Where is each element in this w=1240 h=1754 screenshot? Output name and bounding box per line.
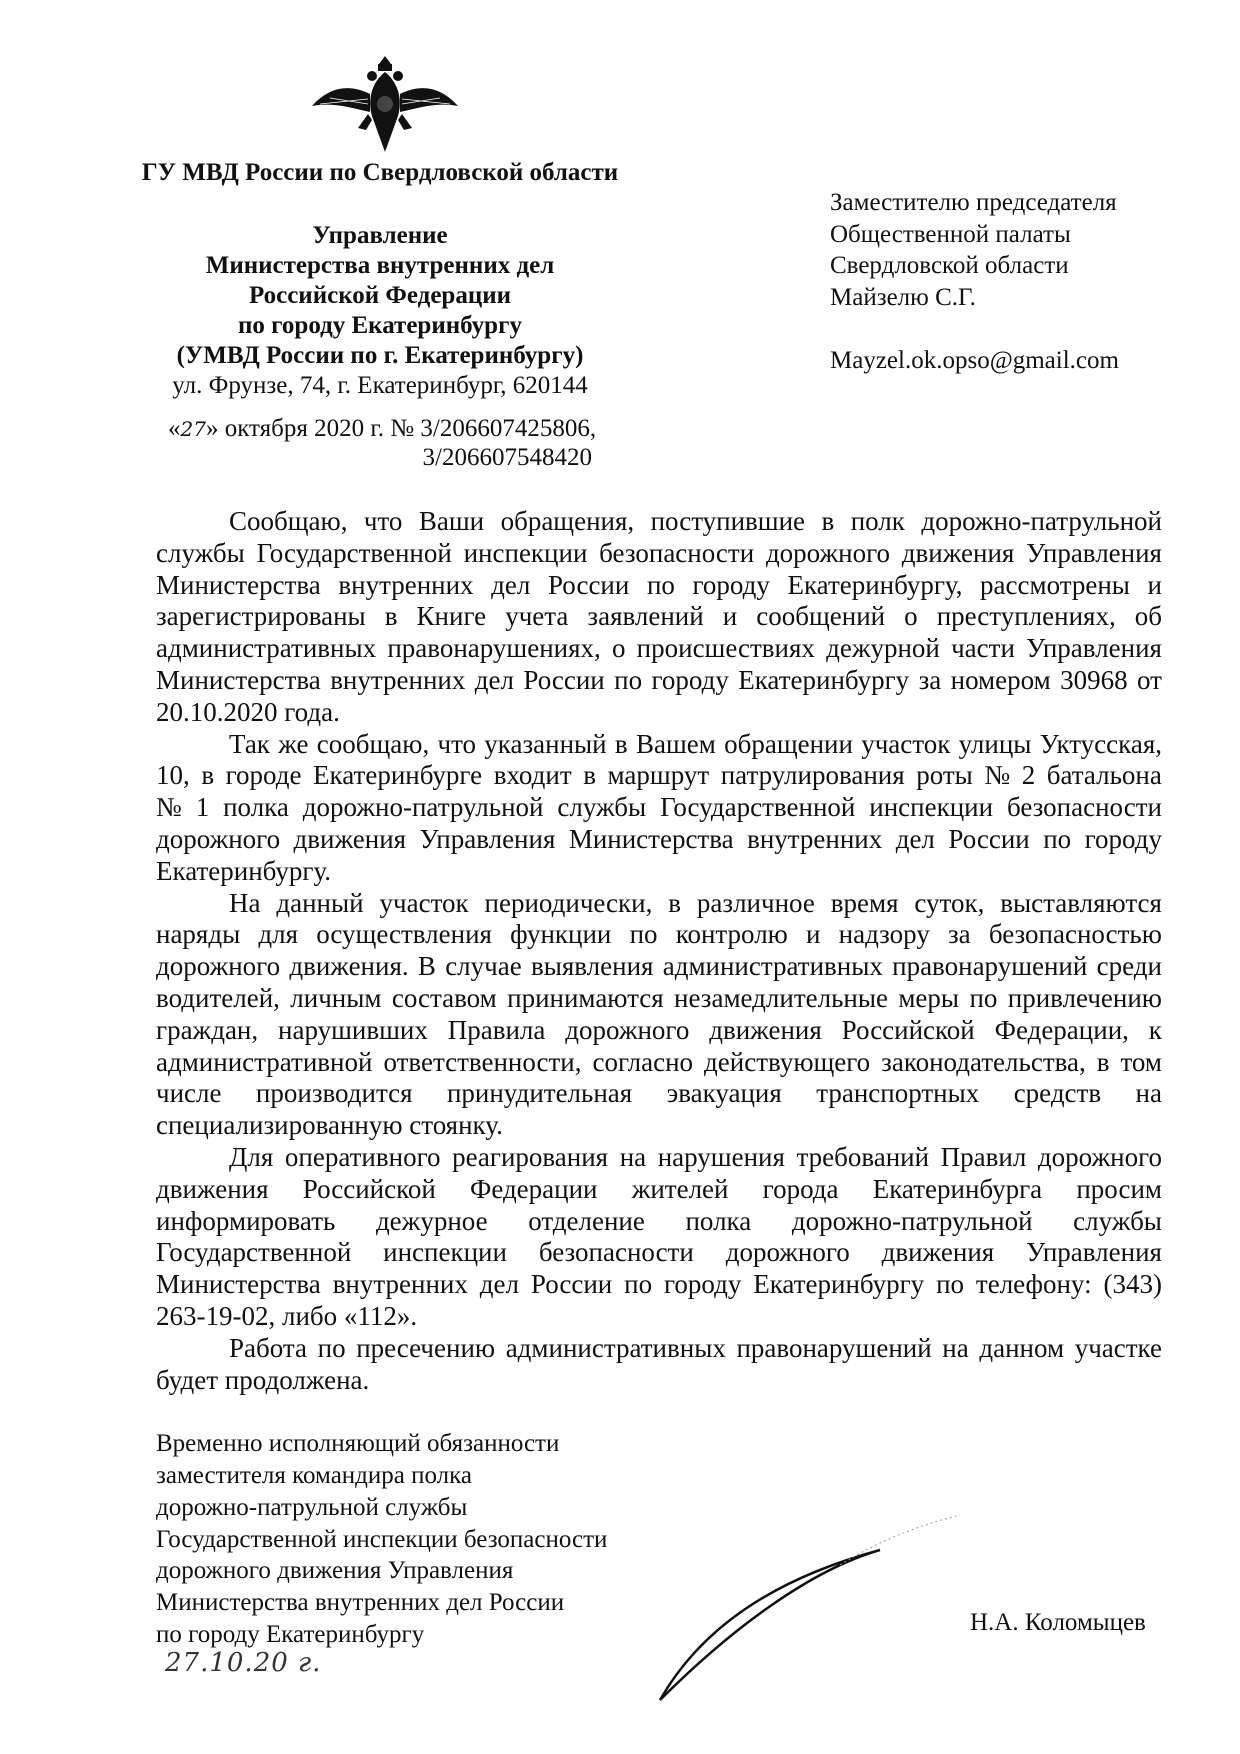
word: информировать: [156, 1205, 336, 1236]
word: ответственности,: [383, 1046, 582, 1077]
word: входит: [493, 760, 572, 791]
word: согласно: [592, 1046, 694, 1077]
word: Государственной: [156, 1237, 352, 1268]
word: дорожно-патрульной: [791, 1205, 1033, 1236]
word: в: [1096, 1046, 1110, 1077]
handwritten-date: 27.10.20 г.: [165, 1648, 322, 1678]
word: России: [530, 1269, 613, 1300]
word: граждан,: [156, 1014, 259, 1045]
word: и: [722, 601, 738, 632]
word: происшествиях: [636, 633, 815, 664]
org-line: Российской Федерации: [248, 282, 512, 309]
quote-open: «: [168, 415, 181, 442]
word: Екатеринбурга: [872, 1173, 1043, 1204]
recipient-block: [830, 187, 1119, 377]
word: что: [437, 728, 477, 759]
word: внутренних: [338, 569, 474, 600]
body-line: [156, 1237, 1162, 1269]
word: составом: [391, 982, 497, 1013]
word: Правила: [447, 1014, 546, 1045]
word: безопасностью: [988, 919, 1162, 950]
word: Управления: [419, 823, 556, 854]
word: Екатеринбургу: [738, 664, 910, 695]
word: №: [156, 792, 182, 823]
word: обращения,: [500, 506, 635, 536]
word: Книге: [416, 601, 487, 632]
word: требований: [796, 1141, 930, 1172]
word: сообщений: [756, 601, 886, 632]
org-line: (УМВД России по г. Екатеринбургу): [176, 342, 584, 369]
word: Для: [229, 1141, 274, 1172]
word: контролю: [675, 919, 788, 950]
word: по: [969, 982, 998, 1013]
word: 30968: [1060, 664, 1128, 695]
word: Ваши: [418, 506, 485, 536]
word: данный: [276, 887, 364, 918]
recipient-line: Заместителю председателя: [830, 189, 1117, 216]
word: городу: [651, 664, 729, 695]
word: реагирования: [452, 1141, 609, 1172]
word: городу: [692, 569, 770, 600]
word: на: [619, 1141, 647, 1172]
word: маршрут: [607, 760, 710, 791]
word: время: [830, 887, 899, 918]
signer-position-line: по городу Екатеринбургу: [156, 1620, 425, 1648]
word: данном: [979, 1332, 1065, 1363]
word: России: [523, 664, 605, 695]
word: дел: [474, 664, 514, 695]
word: Российской: [302, 1173, 436, 1204]
word: по: [936, 1269, 965, 1300]
word: инспекции: [869, 792, 994, 823]
word: Работа: [229, 1332, 307, 1363]
word: Вашем: [635, 728, 716, 759]
date-and-reg-number: [168, 414, 596, 444]
word: принимаются: [507, 982, 664, 1013]
letter-body: [156, 506, 1162, 1651]
org-line: по городу Екатеринбургу: [238, 312, 522, 339]
word: Уктусская,: [1039, 728, 1162, 759]
word: случае: [445, 951, 522, 982]
word: привлечению: [1007, 982, 1162, 1013]
handwritten-day: 27: [180, 417, 206, 441]
word: преступлениях,: [936, 601, 1116, 632]
word: эвакуация: [666, 1078, 782, 1109]
word: и: [806, 919, 821, 950]
body-line: [156, 792, 1162, 824]
body-line: 263-19-02, либо «112».: [156, 1300, 418, 1331]
word: в: [668, 887, 682, 918]
word: дорожного: [765, 537, 891, 568]
word: безопасности: [599, 537, 755, 568]
word: Так: [229, 728, 270, 759]
word: Правил: [940, 1141, 1027, 1172]
word: улицы: [958, 728, 1032, 759]
word: службы: [156, 537, 245, 568]
word: в: [583, 760, 596, 791]
word: России: [948, 823, 1030, 854]
word: движения: [901, 537, 1015, 568]
word: Федерации: [469, 1173, 598, 1204]
word: надзору: [838, 919, 930, 950]
word: поступившие: [650, 506, 806, 536]
word: движения: [709, 1014, 822, 1045]
body-line: [156, 888, 1162, 920]
word: Министерства: [156, 664, 321, 695]
word: нарушения: [657, 1141, 785, 1172]
word: службы: [1073, 1205, 1162, 1236]
word: батальона: [1046, 760, 1162, 791]
word: отделение: [528, 1205, 645, 1236]
word: указанный: [484, 728, 607, 759]
word: 1: [195, 792, 210, 823]
word: дел: [895, 823, 935, 854]
word: о: [904, 601, 918, 632]
word: дорожного: [156, 823, 281, 854]
word: На: [229, 887, 261, 918]
word: личным: [290, 982, 382, 1013]
word: сообщаю,: [316, 728, 430, 759]
word: производится: [255, 1078, 413, 1109]
word: правонарушений: [736, 1332, 932, 1363]
word: по: [624, 1269, 653, 1300]
word: городу: [663, 1269, 742, 1300]
body-line: будет продолжена.: [156, 1364, 370, 1395]
word: к: [1148, 1014, 1162, 1045]
word: Министерства: [568, 823, 734, 854]
word: дежурное: [375, 1205, 488, 1236]
word: дежурной: [826, 633, 940, 664]
body-line: [156, 1078, 1162, 1110]
signer-name: Н.А. Коломыцев: [970, 1609, 1146, 1636]
word: дорожного: [1037, 1141, 1162, 1172]
body-line: [156, 1015, 1162, 1047]
word: о: [611, 633, 626, 664]
word: том: [1120, 1046, 1162, 1077]
word: зарегистрированы: [156, 601, 366, 632]
word: в: [384, 601, 398, 632]
word: части: [951, 633, 1015, 664]
word: на: [942, 1332, 969, 1363]
word: полка: [223, 792, 289, 823]
word: телефону:: [975, 1269, 1092, 1300]
word: по: [646, 569, 675, 600]
word: службы: [557, 792, 647, 823]
handwritten-signature: [640, 1510, 1000, 1710]
word: что: [363, 506, 403, 536]
word: для: [258, 919, 299, 950]
word: Министерства: [156, 1269, 321, 1300]
org-line: Управление: [312, 222, 448, 249]
word: незамедлительные: [674, 982, 888, 1013]
word: движения: [156, 1173, 269, 1204]
body-line: [156, 824, 1162, 856]
body-line: [156, 1174, 1162, 1206]
body-line: [156, 538, 1162, 570]
word: Екатеринбургу,: [787, 569, 963, 600]
signer-position-line: Государственной инспекции безопасности: [156, 1525, 608, 1553]
word: заявлений: [587, 601, 704, 632]
body-line: [156, 665, 1162, 697]
word: водителей,: [156, 982, 280, 1013]
word: обращении: [724, 728, 853, 759]
word: России: [547, 569, 630, 600]
word: и: [1147, 569, 1162, 600]
word: функции: [510, 919, 612, 950]
word: на: [1135, 1078, 1162, 1109]
word: административных: [662, 951, 883, 982]
word: дорожно-патрульной: [921, 506, 1162, 536]
word: участок: [379, 887, 469, 918]
word: меры: [898, 982, 960, 1013]
body-line: [156, 729, 1162, 761]
word: административных: [505, 1332, 726, 1363]
body-line: специализированную стоянку.: [156, 1110, 503, 1141]
body-line: [156, 633, 1162, 665]
word: городу: [1084, 823, 1162, 854]
word: патрулирования: [720, 760, 905, 791]
word: полк: [850, 506, 905, 536]
word: 2: [1021, 760, 1036, 791]
word: городе: [225, 760, 302, 791]
word: В: [417, 951, 436, 982]
word: 10,: [156, 760, 190, 791]
word: об: [1134, 601, 1162, 632]
signer-position-line: дорожно-патрульной службы: [156, 1493, 468, 1521]
word: среди: [1096, 951, 1162, 982]
word: участок: [861, 728, 951, 759]
word: оперативного: [284, 1141, 441, 1172]
word: участке: [1074, 1332, 1162, 1363]
word: дорожного: [725, 1237, 850, 1268]
word: административной: [156, 1046, 373, 1077]
mvd-eagle-emblem-icon: [310, 54, 460, 154]
word: транспортных: [816, 1078, 980, 1109]
org-line: Министерства внутренних дел: [205, 252, 555, 279]
word: Екатеринбургу: [753, 1269, 925, 1300]
word: по: [629, 919, 658, 950]
word: пресечению: [356, 1332, 496, 1363]
word: города: [762, 1173, 839, 1204]
body-line: [156, 760, 1162, 792]
word: Российской: [841, 1014, 975, 1045]
word: Управления: [1026, 633, 1162, 664]
word: внутренних: [747, 823, 883, 854]
word: периодически,: [484, 887, 653, 918]
body-line: [156, 919, 1162, 951]
signer-position-line: Министерства внутренних дел России: [156, 1589, 565, 1617]
body-line: [156, 1206, 1162, 1238]
date-rest: » октября 2020 г. № 3/206607425806,: [205, 415, 597, 442]
word: номером: [950, 664, 1051, 695]
org-title: ГУ МВД России по Свердловской области: [141, 159, 619, 186]
spacer: [156, 1396, 1162, 1428]
word: полка: [685, 1205, 752, 1236]
word: по: [614, 664, 643, 695]
word: жителей: [631, 1173, 729, 1204]
word: по: [1043, 823, 1072, 854]
recipient-line: Свердловской области: [830, 252, 1069, 279]
word: учета: [505, 601, 569, 632]
word: дорожно-патрульной: [302, 792, 544, 823]
word: Управления: [1026, 1237, 1162, 1268]
word: дорожного: [565, 1014, 690, 1045]
word: от: [1136, 664, 1162, 695]
word: административных: [156, 633, 377, 664]
word: выявления: [530, 951, 654, 982]
word: нарушивших: [278, 1014, 428, 1045]
word: Екатеринбурге: [313, 760, 483, 791]
body-line: [156, 1047, 1162, 1079]
word: внутренних: [332, 1269, 468, 1300]
word: правонарушений: [892, 951, 1088, 982]
reg-number-second: 3/206607548420: [422, 444, 592, 471]
body-line: Екатеринбургу.: [156, 855, 331, 886]
word: внутренних: [330, 664, 466, 695]
word: Сообщаю,: [229, 506, 348, 536]
word: Министерства: [156, 569, 321, 600]
word: Федерации,: [994, 1014, 1129, 1045]
word: же: [278, 728, 309, 759]
word: дел: [491, 569, 531, 600]
word: движения: [293, 823, 407, 854]
word: числе: [156, 1078, 222, 1109]
word: в: [821, 506, 835, 536]
word: безопасности: [1006, 792, 1162, 823]
sender-org-block: [150, 221, 610, 401]
word: выставляются: [1000, 887, 1162, 918]
sender-address: ул. Фрунзе, 74, г. Екатеринбург, 620144: [172, 372, 588, 399]
word: осуществления: [316, 919, 492, 950]
word: дорожного: [156, 951, 281, 982]
body-line: [156, 1269, 1162, 1301]
word: действующего: [704, 1046, 871, 1077]
word: роты: [916, 760, 973, 791]
word: принудительная: [446, 1078, 633, 1109]
body-line: [156, 570, 1162, 602]
body-line: [156, 983, 1162, 1015]
word: безопасности: [538, 1237, 694, 1268]
word: рассмотрены: [980, 569, 1130, 600]
word: Государственной: [660, 792, 856, 823]
word: правонарушениях,: [387, 633, 601, 664]
signer-position-line: заместителя командира полка: [156, 1461, 473, 1489]
word: суток,: [914, 887, 985, 918]
body-line: [156, 506, 1162, 538]
word: дел: [479, 1269, 519, 1300]
word: различное: [696, 887, 815, 918]
body-line: [156, 601, 1162, 633]
recipient-line: Общественной палаты: [830, 220, 1071, 248]
word: по: [317, 1332, 346, 1363]
word: движения: [881, 1237, 995, 1268]
word: движения.: [289, 951, 409, 982]
recipient-email: Mayzel.ok.opso@gmail.com: [830, 347, 1119, 374]
word: Управления: [1026, 537, 1162, 568]
word: №: [984, 760, 1011, 791]
word: просим: [1076, 1173, 1162, 1204]
word: в: [201, 760, 215, 791]
body-line: [156, 1333, 1162, 1365]
word: (343): [1103, 1269, 1162, 1300]
body-line: [156, 951, 1162, 983]
word: инспекции: [463, 537, 588, 568]
word: инспекции: [383, 1237, 507, 1268]
word: законодательства,: [881, 1046, 1086, 1077]
word: за: [918, 664, 942, 695]
signer-position-line: Временно исполняющий обязанности: [156, 1430, 560, 1458]
word: в: [614, 728, 628, 759]
body-line: 20.10.2020 года.: [156, 696, 340, 727]
body-line: [156, 1142, 1162, 1174]
word: средств: [1013, 1078, 1102, 1109]
word: наряды: [156, 919, 241, 950]
recipient-line: Майзелю С.Г.: [830, 283, 976, 311]
word: Государственной: [256, 537, 452, 568]
signer-position-line: дорожного движения Управления: [156, 1557, 514, 1585]
word: за: [948, 919, 971, 950]
